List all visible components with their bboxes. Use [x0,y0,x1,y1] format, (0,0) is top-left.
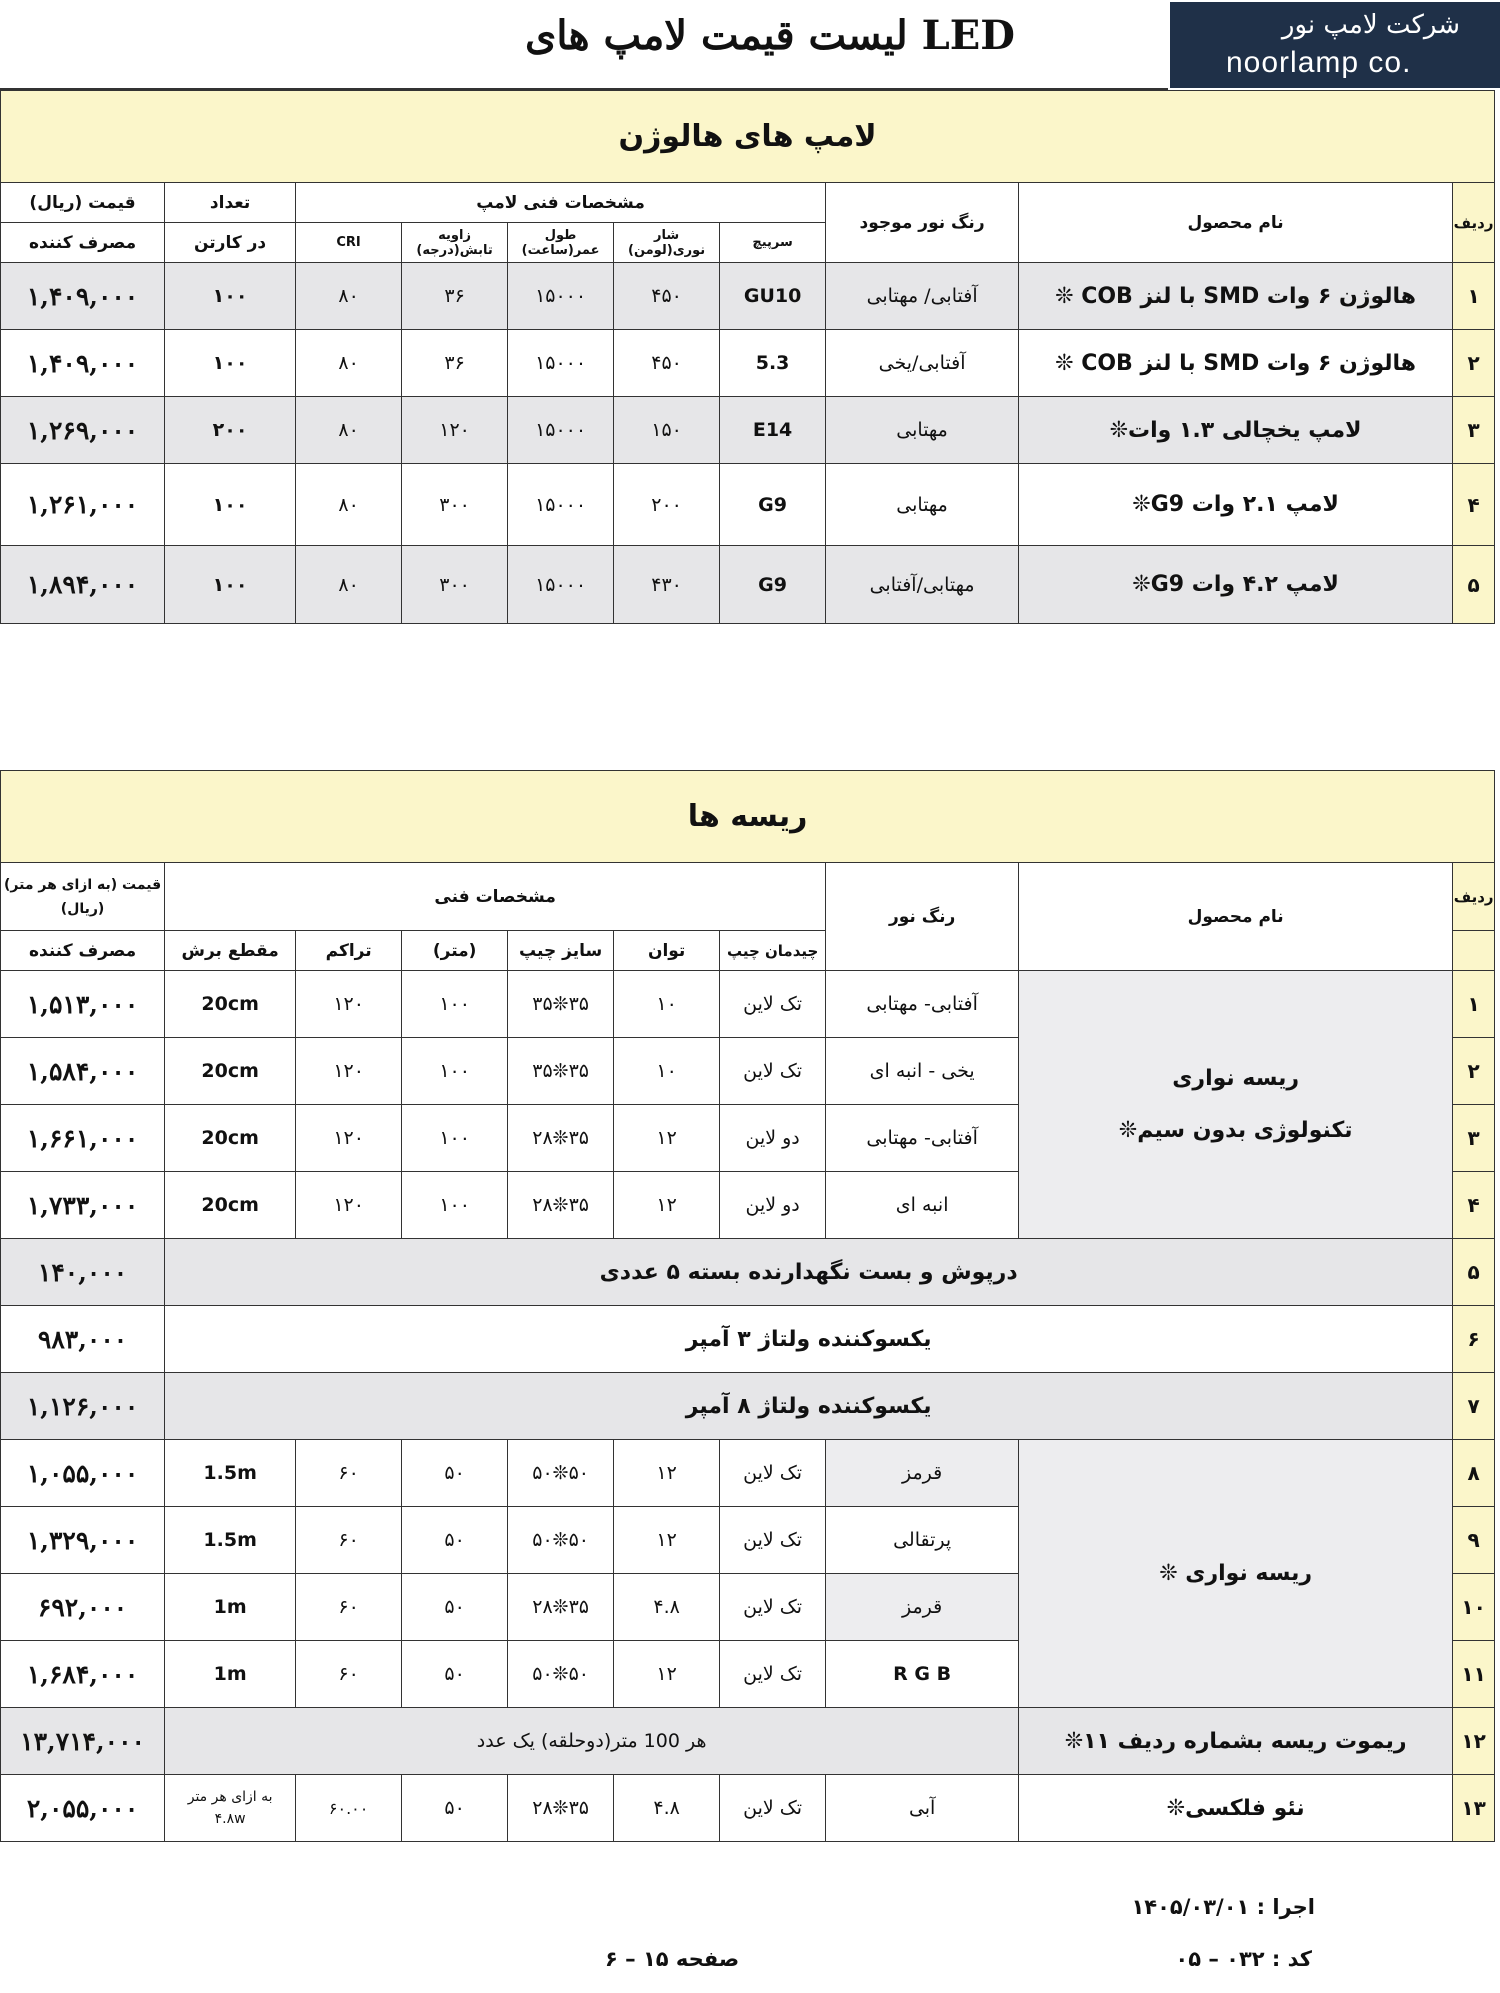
row-number: ۴ [1453,464,1495,546]
chip-layout: تک لاین [720,1775,826,1842]
meter: ۱۰۰ [402,1038,508,1105]
row-number: ۱۱ [1453,1641,1495,1708]
cut-length: 1.5m [165,1440,296,1507]
beam-angle: ۳۶ [402,330,508,397]
price: ۲,۰۵۵,۰۰۰ [1,1775,165,1842]
price: ۱,۰۵۵,۰۰۰ [1,1440,165,1507]
cri: ۸۰ [296,464,402,546]
col-header-row-blank [1453,931,1495,971]
page-title: لیست قیمت لامپ های LED [525,12,1015,59]
row-number: ۵ [1453,546,1495,624]
product-name-group2: ریسه نواری ❊ [1019,1440,1453,1708]
price: ۱,۸۹۴,۰۰۰ [1,546,165,624]
table-row [1,971,1495,1038]
cut-length: 1m [165,1574,296,1641]
chip-size: ۳۵❊۳۵ [508,1038,614,1105]
row-number: ۱ [1453,263,1495,330]
meter: ۵۰ [402,1775,508,1842]
table-row [1,1239,1495,1306]
product-name-group1 [1019,971,1453,1239]
table-row [1,546,1495,624]
meter: ۵۰ [402,1574,508,1641]
power: ۱۲ [614,1440,720,1507]
cut-length [165,1775,296,1842]
price: ۱,۶۸۴,۰۰۰ [1,1641,165,1708]
chip-size: ۳۵❊۲۸ [508,1775,614,1842]
density: ۶۰.۰۰ [296,1775,402,1842]
product-name: ریموت ریسه بشماره ردیف ۱۱❊ [1019,1708,1453,1775]
chip-size: ۳۵❊۲۸ [508,1172,614,1239]
col-header-price-sub: مصرف کننده [1,223,165,263]
col-header-name: نام محصول [1019,863,1453,971]
meter: ۱۰۰ [402,1172,508,1239]
light-color: آفتابی/ مهتابی [826,263,1019,330]
power: ۱۲ [614,1105,720,1172]
accessory-name: یکسوکننده ولتاژ ۸ آمپر [165,1373,1453,1440]
col-header-life: طول عمر(ساعت) [508,223,614,263]
power: ۱۲ [614,1641,720,1708]
price: ۱۳,۷۱۴,۰۰۰ [1,1708,165,1775]
carton-qty: ۱۰۰ [165,330,296,397]
product-name: لامپ ۴.۲ وات G9❊ [1019,546,1453,624]
col-header-qty: تعداد [165,183,296,223]
density: ۶۰ [296,1641,402,1708]
document-code: کد : ۰۳۲ – ۰۵ [1175,1947,1312,1971]
strips-section-title: ریسه ها [1,771,1495,863]
lumen: ۲۰۰ [614,464,720,546]
beam-angle: ۱۲۰ [402,397,508,464]
col-header-price-sub: مصرف کننده [1,931,165,971]
cri: ۸۰ [296,330,402,397]
table-row [1,1775,1495,1842]
accessory-name: یکسوکننده ولتاژ ۳ آمپر [165,1306,1453,1373]
table-row [1,330,1495,397]
light-color: قرمز [826,1574,1019,1641]
cut-line1: به ازای هر متر [187,1789,273,1805]
life-hours: ۱۵۰۰۰ [508,464,614,546]
col-header-name: نام محصول [1019,183,1453,263]
halogen-table [0,90,1495,624]
light-color: R G B [826,1641,1019,1708]
socket: GU10 [720,263,826,330]
chip-size: ۵۰❊۵۰ [508,1507,614,1574]
light-color: انبه ای [826,1172,1019,1239]
col-header-price: قیمت (به ازای هر متر) (ریال) [1,863,165,931]
chip-size: ۵۰❊۵۰ [508,1440,614,1507]
light-color: مهتابی [826,397,1019,464]
socket: G9 [720,546,826,624]
chip-size: ۳۵❊۲۸ [508,1574,614,1641]
light-color: یخی - انبه ای [826,1038,1019,1105]
density: ۶۰ [296,1440,402,1507]
group1-name-line2: تکنولوژی بدون سیم❊ [1118,1117,1353,1143]
logo-persian-text: شرکت لامپ نور [1281,10,1460,40]
row-number: ۷ [1453,1373,1495,1440]
beam-angle: ۳۶ [402,263,508,330]
col-header-row: ردیف [1453,863,1495,931]
logo-english-text: noorlamp co. [1226,46,1412,79]
cut-length: 20cm [165,1038,296,1105]
life-hours: ۱۵۰۰۰ [508,397,614,464]
cut-length: 20cm [165,1105,296,1172]
density: ۱۲۰ [296,1038,402,1105]
product-name: هالوژن ۶ وات SMD با لنز COB ❊ [1019,330,1453,397]
table-row [1,397,1495,464]
product-name: نئو فلکسی❊ [1019,1775,1453,1842]
cri: ۸۰ [296,546,402,624]
cut-line2: ۴.۸w [214,1811,246,1827]
meter: ۵۰ [402,1641,508,1708]
col-header-color: رنگ نور [826,863,1019,971]
life-hours: ۱۵۰۰۰ [508,330,614,397]
chip-layout: تک لاین [720,1574,826,1641]
col-header-specs: مشخصات فنی لامپ [296,183,826,223]
price: ۶۹۲,۰۰۰ [1,1574,165,1641]
power: ۱۲ [614,1172,720,1239]
density: ۱۲۰ [296,971,402,1038]
meter: ۵۰ [402,1507,508,1574]
chip-layout: تک لاین [720,1641,826,1708]
light-color: قرمز [826,1440,1019,1507]
remote-note: هر 100 متر(دوحلقه) یک عدد [165,1708,1019,1775]
light-color: آفتابی- مهتابی [826,1105,1019,1172]
carton-qty: ۱۰۰ [165,263,296,330]
lumen: ۴۵۰ [614,330,720,397]
col-header-specs: مشخصات فنی [165,863,826,931]
life-hours: ۱۵۰۰۰ [508,263,614,330]
light-color: آبی [826,1775,1019,1842]
density: ۱۲۰ [296,1105,402,1172]
carton-qty: ۱۰۰ [165,546,296,624]
light-color: مهتابی [826,464,1019,546]
row-number: ۵ [1453,1239,1495,1306]
price: ۱,۴۰۹,۰۰۰ [1,330,165,397]
col-header-layout: چیدمان چیپ [720,931,826,971]
price: ۱,۵۱۳,۰۰۰ [1,971,165,1038]
price: ۱,۵۸۴,۰۰۰ [1,1038,165,1105]
table-row [1,1708,1495,1775]
price: ۱,۳۲۹,۰۰۰ [1,1507,165,1574]
lumen: ۱۵۰ [614,397,720,464]
beam-angle: ۳۰۰ [402,546,508,624]
power: ۱۲ [614,1507,720,1574]
cut-length: 20cm [165,1172,296,1239]
light-color: پرتقالی [826,1507,1019,1574]
col-header-power: توان [614,931,720,971]
row-number: ۱۲ [1453,1708,1495,1775]
density: ۱۲۰ [296,1172,402,1239]
chip-layout: تک لاین [720,971,826,1038]
chip-layout: دو لاین [720,1105,826,1172]
socket: E14 [720,397,826,464]
table-row [1,1373,1495,1440]
meter: ۱۰۰ [402,971,508,1038]
group1-name-line1: ریسه نواری [1172,1065,1300,1091]
accessory-name: درپوش و بست نگهدارنده بسته ۵ عددی [165,1239,1453,1306]
cri: ۸۰ [296,397,402,464]
cut-length: 1.5m [165,1507,296,1574]
density: ۶۰ [296,1507,402,1574]
col-header-chip: سایز چیپ [508,931,614,971]
chip-layout: تک لاین [720,1440,826,1507]
lumen: ۴۵۰ [614,263,720,330]
chip-size: ۵۰❊۵۰ [508,1641,614,1708]
col-header-cri: CRI [296,223,402,263]
carton-qty: ۱۰۰ [165,464,296,546]
col-header-cut: مقطع برش [165,931,296,971]
table-row [1,1440,1495,1507]
row-number: ۲ [1453,1038,1495,1105]
chip-size: ۳۵❊۳۵ [508,971,614,1038]
product-name: لامپ ۲.۱ وات G9❊ [1019,464,1453,546]
price: ۱,۴۰۹,۰۰۰ [1,263,165,330]
socket: 5.3 [720,330,826,397]
chip-layout: تک لاین [720,1038,826,1105]
price: ۱,۷۳۳,۰۰۰ [1,1172,165,1239]
price: ۱,۲۶۱,۰۰۰ [1,464,165,546]
col-header-row: ردیف [1453,183,1495,263]
row-number: ۲ [1453,330,1495,397]
cri: ۸۰ [296,263,402,330]
product-name: لامپ یخچالی ۱.۳ وات❊ [1019,397,1453,464]
price: ۱,۲۶۹,۰۰۰ [1,397,165,464]
chip-layout: تک لاین [720,1507,826,1574]
product-name: هالوژن ۶ وات SMD با لنز COB ❊ [1019,263,1453,330]
col-header-angle: زاویه تابش(درجه) [402,223,508,263]
life-hours: ۱۵۰۰۰ [508,546,614,624]
table-row [1,1306,1495,1373]
carton-qty: ۲۰۰ [165,397,296,464]
price: ۱,۱۲۶,۰۰۰ [1,1373,165,1440]
cut-length: 1m [165,1641,296,1708]
table-row [1,263,1495,330]
row-number: ۳ [1453,397,1495,464]
meter: ۵۰ [402,1440,508,1507]
meter: ۱۰۰ [402,1105,508,1172]
col-header-price: قیمت (ریال) [1,183,165,223]
power: ۴.۸ [614,1574,720,1641]
effective-date: اجرا : ۱۴۰۵/۰۳/۰۱ [1131,1895,1315,1919]
socket: G9 [720,464,826,546]
row-number: ۶ [1453,1306,1495,1373]
page-number: صفحه ۱۵ – ۶ [605,1947,740,1971]
row-number: ۱ [1453,971,1495,1038]
power: ۴.۸ [614,1775,720,1842]
row-number: ۱۰ [1453,1574,1495,1641]
row-number: ۸ [1453,1440,1495,1507]
light-color: مهتابی/آفتابی [826,546,1019,624]
light-color: آفتابی- مهتابی [826,971,1019,1038]
chip-layout: دو لاین [720,1172,826,1239]
col-header-lumen: شار نوری(لومن) [614,223,720,263]
power: ۱۰ [614,971,720,1038]
price: ۱,۶۶۱,۰۰۰ [1,1105,165,1172]
row-number: ۱۳ [1453,1775,1495,1842]
strips-table [0,770,1495,1842]
halogen-section-title: لامپ های هالوژن [1,91,1495,183]
col-header-meter: (متر) [402,931,508,971]
light-color: آفتابی/یخی [826,330,1019,397]
power: ۱۰ [614,1038,720,1105]
row-number: ۳ [1453,1105,1495,1172]
row-number: ۹ [1453,1507,1495,1574]
price: ۱۴۰,۰۰۰ [1,1239,165,1306]
col-header-qty-sub: در کارتن [165,223,296,263]
chip-size: ۳۵❊۲۸ [508,1105,614,1172]
col-header-density: تراکم [296,931,402,971]
price: ۹۸۳,۰۰۰ [1,1306,165,1373]
cut-length: 20cm [165,971,296,1038]
lumen: ۴۳۰ [614,546,720,624]
col-header-socket: سرپیچ [720,223,826,263]
density: ۶۰ [296,1574,402,1641]
company-logo [1170,2,1500,88]
beam-angle: ۳۰۰ [402,464,508,546]
row-number: ۴ [1453,1172,1495,1239]
col-header-color: رنگ نور موجود [826,183,1019,263]
table-row [1,464,1495,546]
